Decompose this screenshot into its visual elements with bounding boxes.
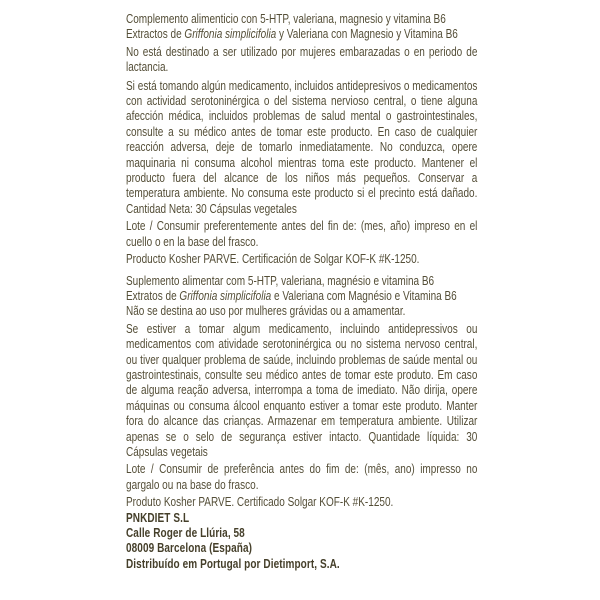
company-street: Calle Roger de Llúria, 58 [126, 526, 245, 540]
manufacturer-address-block [126, 511, 477, 573]
pt-medical-warning: Se estiver a tomar algum medicamento, incluindo antidepressivos ou medicamentos com atividade serotoninérgica ou no sistema nervoso central, ou tiver qualquer problema de saúde, incluindo problemas de saúde mental ou gastrointestinais, consulte seu médico antes de tomar este produto. Em caso de alguma reação adversa, interrompa a toma de imediato. Não dirija, opere máquinas ou consuma álcool enquanto estiver a tomar este produto. Manter fora do alcance das crianças. Armazenar em temperatura ambiente. Utilizar apenas se o selo de segurança estiver intacto. Quantidade líquida: 30 Cápsulas vegetais [126, 321, 478, 459]
company-name: PNKDIET S.L [126, 510, 190, 525]
es-extracts-line [126, 27, 477, 42]
es-extracts-latin-name: Griffonia simplicifolia [184, 27, 277, 42]
es-extracts-post: y Valeriana con Magnesio y Vitamina B6 [276, 27, 458, 42]
es-medical-warning: Si está tomando algún medicamento, incluidos antidepresivos o medicamentos con actividad serotoninérgica o del sistema nervioso central, o tiene alguna afección médica, incluidos problemas de salud mental o gastrointestinales, consulte a su médico antes de tomar este producto. En caso de cualquier reacción adversa, deje de tomarlo inmediatamente. No conduzca, opere maquinaria ni consuma alcohol mientras toma este producto. Mantener el producto fuera del alcance de los niños más pequeños. Conservar a temperatura ambiente. No consuma este producto si el precinto está dañado. Cantidad Neta: 30 Cápsulas vegetales [126, 78, 478, 216]
pt-product-description: Suplemento alimentar com 5-HTP, valeriana, magnésio e vitamina B6 [126, 273, 435, 288]
es-product-description: Complemento alimenticio con 5-HTP, valeriana, magnesio y vitamina B6 [126, 12, 446, 26]
es-pregnancy-warning: No está destinado a ser utilizado por mujeres embarazadas o en periodo de lactancia. [126, 44, 478, 75]
supplement-label-text [126, 12, 477, 572]
pt-extracts-latin-name: Griffonia simplicifolia [179, 288, 272, 303]
distributor-line: Distribuído em Portugal por Dietimport, S.A. [126, 556, 340, 571]
pt-lot-info: Lote / Consumir de preferência antes do fim de: (mês, ano) impresso no gargalo ou na base do frasco. [126, 462, 478, 492]
pt-kosher-certification: Produto Kosher PARVE. Certificado Solgar KOF-K #K-1250. [126, 495, 394, 510]
pt-extracts-line [126, 289, 477, 304]
pt-extracts-post: e Valeriana com Magnésio e Vitamina B6 [271, 288, 457, 303]
pt-extracts-pre: Extratos de [126, 288, 180, 303]
es-extracts-pre: Extractos de [126, 27, 185, 42]
pt-pregnancy-warning: Não se destina ao uso por mulheres grávidas ou a amamentar. [126, 304, 406, 319]
label-section-portuguese [126, 274, 477, 511]
label-section-spanish [126, 12, 477, 268]
company-city: 08009 Barcelona (España) [126, 541, 253, 556]
es-kosher-certification: Producto Kosher PARVE. Certificación de Solgar KOF-K #K-1250. [126, 252, 420, 267]
es-lot-info: Lote / Consumir preferentemente antes del fin de: (mes, año) impreso en el cuello o en la base del frasco. [126, 219, 478, 249]
